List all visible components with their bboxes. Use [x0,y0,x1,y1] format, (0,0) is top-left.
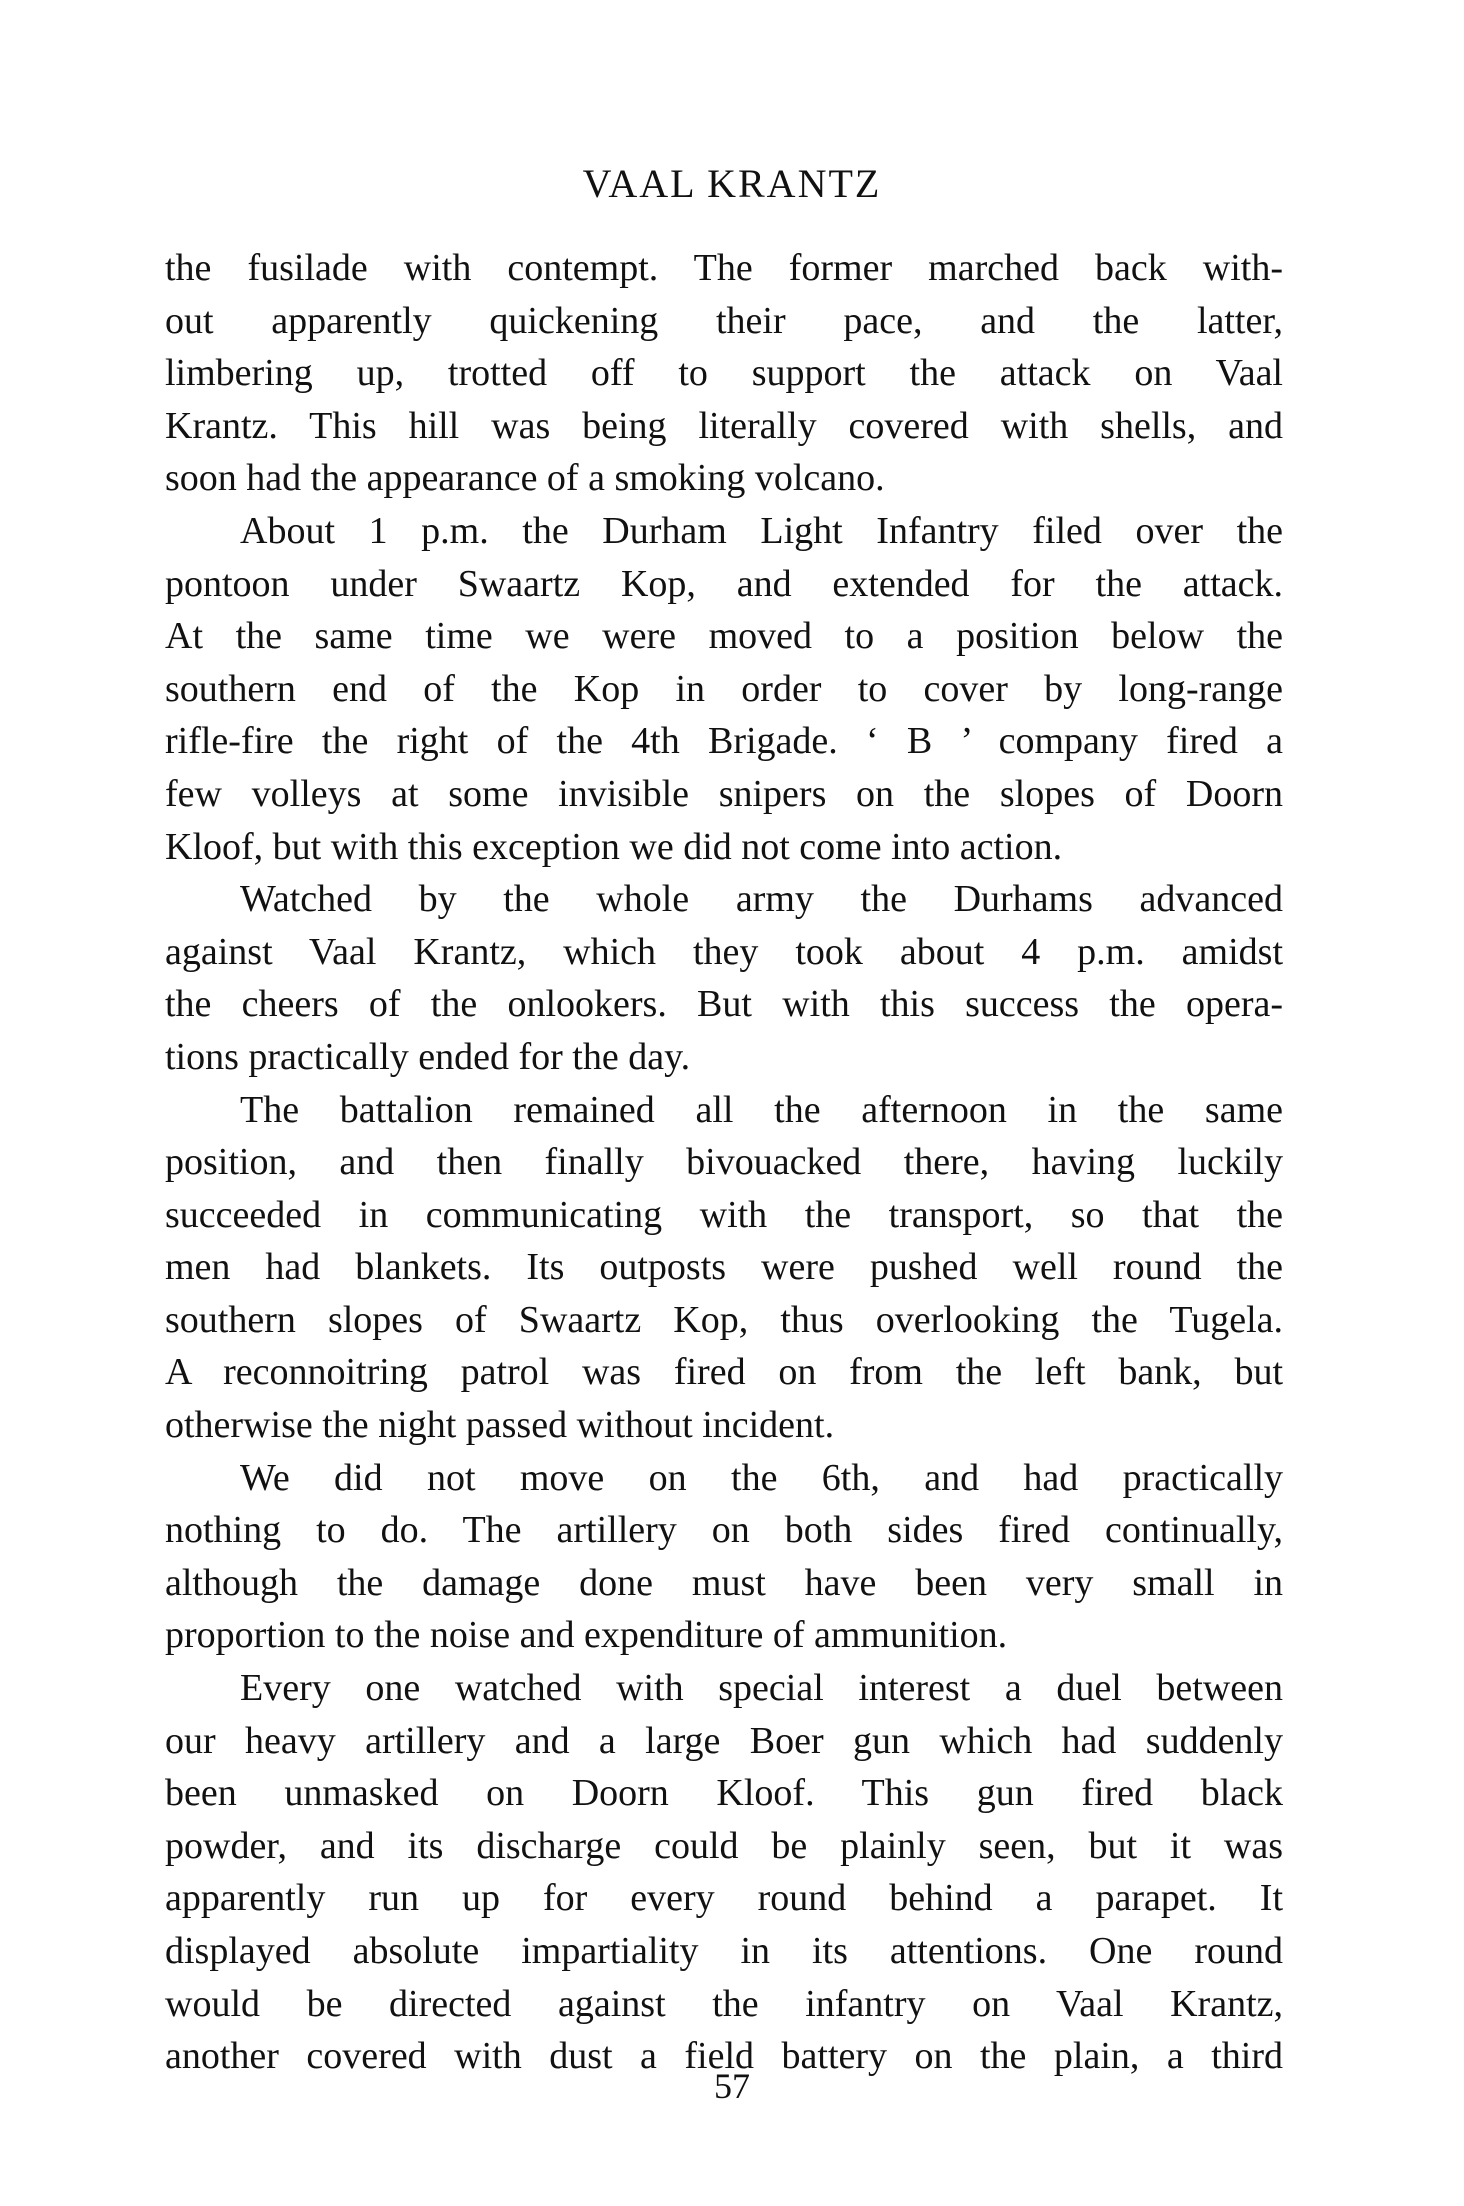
text-line: out apparently quickening their pace, and the latter, [165,299,1283,342]
text-line: would be directed against the infantry on Vaal Krantz, [165,1982,1283,2025]
text-line: although the damage done must have been very small in [165,1561,1283,1604]
text-line: the fusilade with contempt. The former marched back with- [165,247,1283,289]
text-line: limbering up, trotted off to support the attack on Vaal [165,352,1283,395]
text-line: A reconnoitring patrol was fired on from the left bank, but [165,1351,1283,1394]
text-line: We did not move on the 6th, and had practically [240,1456,1283,1499]
text-line: the cheers of the onlookers. But with this success the opera- [165,983,1283,1026]
running-head: VAAL KRANTZ [582,161,882,206]
text-line: nothing to do. The artillery on both sides fired continually, [165,1509,1283,1552]
text-line: been unmasked on Doorn Kloof. This gun fired black [165,1772,1283,1815]
body-text [165,242,1283,2083]
text-line: few volleys at some invisible snipers on the slopes of Doorn [165,772,1283,815]
text-line: rifle-fire the right of the 4th Brigade. ‘ B ’ company fired a [165,720,1283,763]
page-number: 57 [714,2066,750,2106]
text-line: Krantz. This hill was being literally covered with shells, and [165,404,1283,447]
text-line: powder, and its discharge could be plainly seen, but it was [165,1824,1283,1867]
text-line: against Vaal Krantz, which they took about 4 p.m. amidst [165,930,1283,973]
text-line: southern slopes of Swaartz Kop, thus overlooking the Tugela. [165,1298,1283,1341]
text-line: soon had the appearance of a smoking volcano. [165,457,885,500]
text-line: About 1 p.m. the Durham Light Infantry filed over the [240,509,1283,552]
text-line: southern end of the Kop in order to cover by long-range [165,667,1283,710]
text-line: Watched by the whole army the Durhams advanced [240,878,1283,921]
text-line: our heavy artillery and a large Boer gun which had suddenly [165,1719,1283,1762]
text-line: Kloof, but with this exception we did not come into action. [165,825,1063,868]
text-line: tions practically ended for the day. [165,1035,691,1078]
text-line: pontoon under Swaartz Kop, and extended for the attack. [165,562,1283,605]
text-line: apparently run up for every round behind a parapet. It [165,1877,1283,1920]
text-line: otherwise the night passed without incident. [165,1404,835,1447]
text-line: At the same time we were moved to a position below the [165,615,1283,658]
text-line: another covered with dust a field battery on the plain, a third [165,2035,1283,2078]
text-line: succeeded in communicating with the transport, so that the [165,1193,1283,1236]
text-line: proportion to the noise and expenditure of ammunition. [165,1614,1008,1657]
text-line: men had blankets. Its outposts were pushed well round the [165,1246,1283,1289]
text-line: displayed absolute impartiality in its attentions. One round [165,1930,1283,1972]
text-line: Every one watched with special interest a duel between [240,1667,1283,1710]
text-line: The battalion remained all the afternoon in the same [240,1088,1283,1131]
text-line: position, and then finally bivouacked there, having luckily [165,1141,1283,1184]
